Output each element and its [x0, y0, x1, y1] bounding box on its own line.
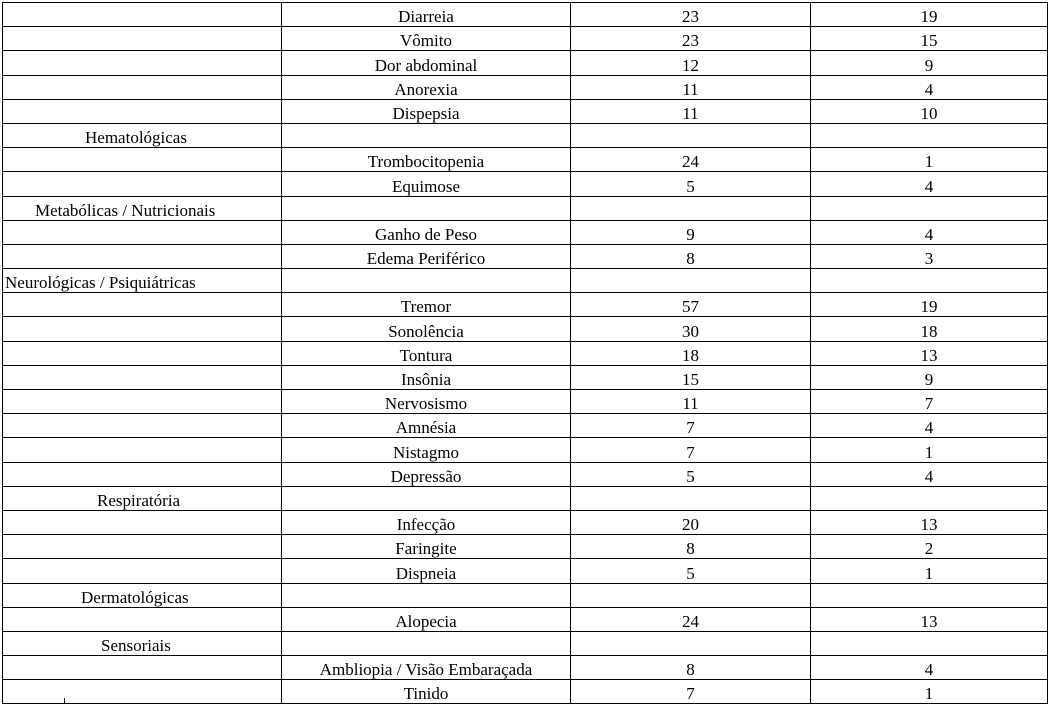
table-row [3, 390, 1048, 414]
value-2-cell: 4 [811, 414, 1048, 438]
table-row [3, 510, 1048, 534]
category-cell [3, 414, 282, 438]
event-name-cell: Ambliopia / Visão Embaraçada [282, 656, 571, 680]
value-2-cell [811, 196, 1048, 220]
value-2-cell: 1 [811, 438, 1048, 462]
table-row [3, 656, 1048, 680]
category-cell [3, 269, 282, 293]
value-1-cell: 24 [571, 148, 811, 172]
category-label: Neurológicas / Psiquiátricas [5, 273, 196, 293]
event-name-cell [282, 486, 571, 510]
category-cell [3, 148, 282, 172]
table-row [3, 535, 1048, 559]
value-2-cell: 1 [811, 680, 1048, 704]
value-1-cell: 7 [571, 680, 811, 704]
value-2-cell: 15 [811, 27, 1048, 51]
value-1-cell: 5 [571, 462, 811, 486]
event-name-cell: Vômito [282, 27, 571, 51]
category-cell [3, 365, 282, 389]
value-2-cell: 10 [811, 99, 1048, 123]
value-1-cell: 7 [571, 414, 811, 438]
value-1-cell: 15 [571, 365, 811, 389]
category-cell [3, 123, 282, 147]
value-2-cell: 19 [811, 3, 1048, 27]
value-2-cell [811, 583, 1048, 607]
value-2-cell: 2 [811, 535, 1048, 559]
event-name-cell: Equimose [282, 172, 571, 196]
value-2-cell: 3 [811, 244, 1048, 268]
category-cell [3, 438, 282, 462]
value-1-cell: 30 [571, 317, 811, 341]
table-row [3, 75, 1048, 99]
category-cell [3, 3, 282, 27]
category-cell [3, 75, 282, 99]
value-2-cell: 19 [811, 293, 1048, 317]
value-2-cell: 4 [811, 462, 1048, 486]
table-row [3, 341, 1048, 365]
table-row [3, 559, 1048, 583]
event-name-cell: Ganho de Peso [282, 220, 571, 244]
table-row [3, 317, 1048, 341]
value-2-cell: 4 [811, 172, 1048, 196]
event-name-cell: Dispepsia [282, 99, 571, 123]
value-1-cell [571, 269, 811, 293]
category-label: Hematológicas [85, 128, 187, 148]
event-name-cell: Trombocitopenia [282, 148, 571, 172]
category-cell [3, 680, 282, 704]
event-name-cell: Dispneia [282, 559, 571, 583]
value-1-cell: 8 [571, 656, 811, 680]
value-1-cell: 5 [571, 559, 811, 583]
table-row [3, 196, 1048, 220]
event-name-cell: Nistagmo [282, 438, 571, 462]
event-name-cell: Anorexia [282, 75, 571, 99]
value-1-cell: 9 [571, 220, 811, 244]
event-name-cell: Tremor [282, 293, 571, 317]
table-row [3, 680, 1048, 704]
value-2-cell: 4 [811, 220, 1048, 244]
event-name-cell: Tinido [282, 680, 571, 704]
value-1-cell: 11 [571, 75, 811, 99]
value-2-cell: 18 [811, 317, 1048, 341]
category-cell [3, 510, 282, 534]
category-cell [3, 51, 282, 75]
table-row [3, 365, 1048, 389]
category-cell [3, 631, 282, 655]
value-2-cell [811, 123, 1048, 147]
category-cell [3, 27, 282, 51]
event-name-cell [282, 583, 571, 607]
event-name-cell: Edema Periférico [282, 244, 571, 268]
category-cell [3, 390, 282, 414]
value-1-cell: 18 [571, 341, 811, 365]
value-1-cell: 23 [571, 27, 811, 51]
value-1-cell: 8 [571, 535, 811, 559]
category-cell [3, 486, 282, 510]
table-row [3, 462, 1048, 486]
category-label: Respiratória [97, 490, 181, 510]
category-cell [3, 220, 282, 244]
category-label: Metabólicas / Nutricionais [35, 200, 216, 220]
value-1-cell: 12 [571, 51, 811, 75]
value-1-cell [571, 196, 811, 220]
table-row [3, 99, 1048, 123]
table-row [3, 631, 1048, 655]
value-2-cell [811, 269, 1048, 293]
value-1-cell: 7 [571, 438, 811, 462]
value-1-cell: 11 [571, 390, 811, 414]
table-body [3, 3, 1048, 704]
category-cell [3, 172, 282, 196]
event-name-cell [282, 269, 571, 293]
value-2-cell: 4 [811, 656, 1048, 680]
table-row [3, 583, 1048, 607]
event-name-cell [282, 123, 571, 147]
event-name-cell: Nervosismo [282, 390, 571, 414]
value-2-cell: 9 [811, 51, 1048, 75]
value-2-cell: 9 [811, 365, 1048, 389]
table-row [3, 244, 1048, 268]
table-row [3, 148, 1048, 172]
value-1-cell: 5 [571, 172, 811, 196]
value-2-cell: 13 [811, 341, 1048, 365]
table-row [3, 3, 1048, 27]
table-row [3, 414, 1048, 438]
category-label: Dermatológicas [81, 587, 189, 607]
category-cell [3, 535, 282, 559]
category-cell [3, 462, 282, 486]
event-name-cell: Diarreia [282, 3, 571, 27]
value-1-cell: 20 [571, 510, 811, 534]
event-name-cell: Alopecia [282, 607, 571, 631]
table-row [3, 293, 1048, 317]
value-1-cell: 23 [571, 3, 811, 27]
value-2-cell: 1 [811, 559, 1048, 583]
category-label: Sensoriais [101, 636, 171, 656]
category-cell [3, 583, 282, 607]
value-2-cell [811, 631, 1048, 655]
table-row [3, 607, 1048, 631]
event-name-cell: Dor abdominal [282, 51, 571, 75]
category-cell [3, 196, 282, 220]
value-2-cell [811, 486, 1048, 510]
table-row [3, 269, 1048, 293]
event-name-cell: Faringite [282, 535, 571, 559]
value-1-cell [571, 631, 811, 655]
value-2-cell: 7 [811, 390, 1048, 414]
value-2-cell: 13 [811, 510, 1048, 534]
category-cell [3, 244, 282, 268]
adverse-events-table [2, 2, 1048, 704]
category-cell [3, 317, 282, 341]
value-1-cell: 57 [571, 293, 811, 317]
category-cell [3, 607, 282, 631]
table-row [3, 51, 1048, 75]
value-1-cell: 24 [571, 607, 811, 631]
value-2-cell: 13 [811, 607, 1048, 631]
event-name-cell: Sonolência [282, 317, 571, 341]
table-row [3, 220, 1048, 244]
category-cell [3, 341, 282, 365]
value-1-cell [571, 486, 811, 510]
event-name-cell [282, 196, 571, 220]
value-1-cell: 8 [571, 244, 811, 268]
event-name-cell: Amnésia [282, 414, 571, 438]
category-cell [3, 99, 282, 123]
value-1-cell [571, 123, 811, 147]
event-name-cell: Depressão [282, 462, 571, 486]
value-2-cell: 4 [811, 75, 1048, 99]
page-edge-mark [64, 698, 65, 704]
value-2-cell: 1 [811, 148, 1048, 172]
event-name-cell [282, 631, 571, 655]
event-name-cell: Infecção [282, 510, 571, 534]
event-name-cell: Insônia [282, 365, 571, 389]
table-row [3, 438, 1048, 462]
table-row [3, 123, 1048, 147]
category-cell [3, 559, 282, 583]
value-1-cell [571, 583, 811, 607]
table-row [3, 486, 1048, 510]
category-cell [3, 293, 282, 317]
value-1-cell: 11 [571, 99, 811, 123]
table-row [3, 27, 1048, 51]
table-row [3, 172, 1048, 196]
category-cell [3, 656, 282, 680]
event-name-cell: Tontura [282, 341, 571, 365]
